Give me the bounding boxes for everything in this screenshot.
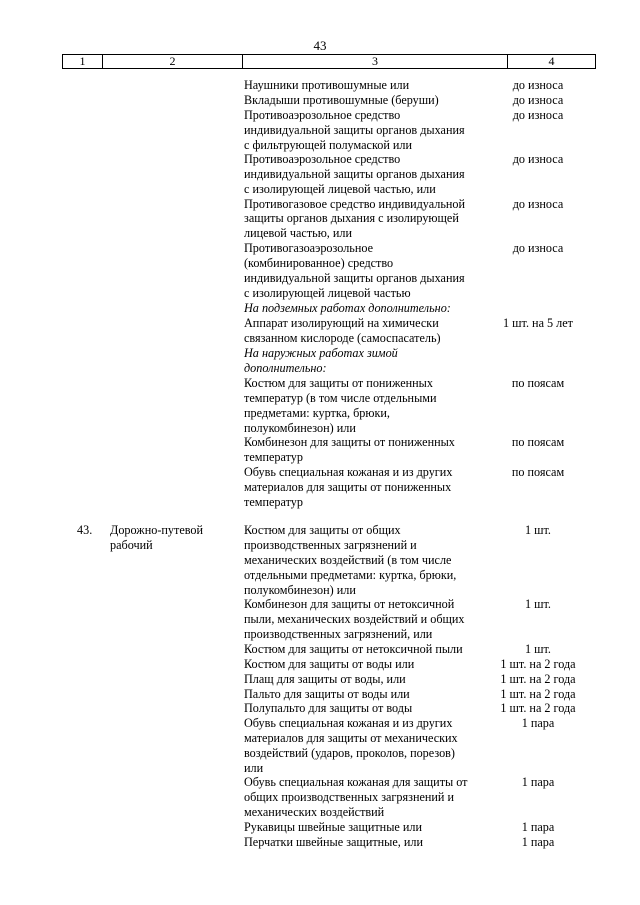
ppe-item-line: с изолирующей лицевой частью, или: [244, 182, 436, 196]
ppe-item-line: отдельными предметами: куртка, брюки,: [244, 568, 457, 582]
ppe-item-line: Перчатки швейные защитные, или: [244, 835, 424, 849]
issue-norm: 1 шт. на 2 года: [500, 657, 576, 671]
issue-norm: 1 пара: [521, 775, 555, 789]
ppe-item-line: индивидуальной защиты органов дыхания: [244, 167, 465, 181]
ppe-item-line: Костюм для защиты от пониженных: [244, 376, 433, 390]
ppe-item-line: Противогазовое средство индивидуальной: [244, 197, 466, 211]
ppe-item-line: механических воздействий: [244, 805, 385, 819]
ppe-item-line: лицевой частью, или: [244, 226, 353, 240]
issue-norm: 1 шт. на 2 года: [500, 701, 576, 715]
ppe-item-line: (комбинированное) средство: [244, 256, 394, 270]
ppe-item-line: полукомбинезон) или: [244, 583, 356, 597]
ppe-item-line: Костюм для защиты от воды или: [244, 657, 415, 671]
ppe-item-line: Обувь специальная кожаная и из других: [244, 465, 453, 479]
table-header-row: [62, 54, 596, 69]
header-col-2: 2: [103, 55, 243, 68]
issue-norm: по поясам: [511, 435, 565, 449]
ppe-item-line: связанном кислороде (самоспасатель): [244, 331, 441, 345]
issue-norm: 1 шт. на 2 года: [500, 687, 576, 701]
ppe-item-line: с фильтрующей полумаской или: [244, 138, 413, 152]
ppe-item-line: Полупальто для защиты от воды: [244, 701, 413, 715]
ppe-item-line: Противогазоаэрозольное: [244, 241, 374, 255]
ppe-item-line: Наушники противошумные или: [244, 78, 410, 92]
ppe-item-line: полукомбинезон) или: [244, 421, 356, 435]
ppe-item-line: общих производственных загрязнений и: [244, 790, 455, 804]
ppe-item-line: Обувь специальная кожаная и из других: [244, 716, 453, 730]
row-number: 43.: [77, 523, 93, 537]
ppe-item-line: Противоаэрозольное средство: [244, 152, 401, 166]
issue-norm: 1 пара: [521, 835, 555, 849]
issue-norm: 1 шт.: [525, 597, 551, 611]
issue-norm: по поясам: [511, 376, 565, 390]
issue-norm: по поясам: [511, 465, 565, 479]
page-number: 43: [313, 38, 327, 53]
ppe-item-line: защиты органов дыхания с изолирующей: [244, 211, 459, 225]
ppe-item-line: температур (в том числе отдельными: [244, 391, 437, 405]
ppe-item-line: Аппарат изолирующий на химически: [244, 316, 439, 330]
issue-norm: 1 пара: [521, 716, 555, 730]
ppe-item-line: с изолирующей лицевой частью: [244, 286, 411, 300]
header-col-1: 1: [63, 55, 103, 68]
issue-norm: до износа: [512, 241, 564, 255]
issue-norm: 1 шт. на 5 лет: [503, 316, 573, 330]
issue-norm: до износа: [512, 93, 564, 107]
profession-name: Дорожно-путевой: [110, 523, 204, 537]
ppe-item-line: На наружных работах зимой: [244, 346, 398, 360]
ppe-item-line: индивидуальной защиты органов дыхания: [244, 271, 465, 285]
issue-norm: до износа: [512, 152, 564, 166]
issue-norm: 1 шт.: [525, 642, 551, 656]
ppe-item-line: индивидуальной защиты органов дыхания: [244, 123, 465, 137]
profession-name: рабочий: [110, 538, 153, 552]
ppe-item-line: механических воздействий (в том числе: [244, 553, 452, 567]
ppe-item-line: или: [244, 761, 264, 775]
ppe-item-line: Плащ для защиты от воды, или: [244, 672, 406, 686]
ppe-item-line: предметами: куртка, брюки,: [244, 406, 390, 420]
ppe-item-line: производственных загрязнений, или: [244, 627, 433, 641]
ppe-item-line: дополнительно:: [244, 361, 327, 375]
ppe-item-line: материалов для защиты от механических: [244, 731, 458, 745]
ppe-item-line: пыли, механических воздействий и общих: [244, 612, 465, 626]
ppe-item-line: Вкладыши противошумные (беруши): [244, 93, 439, 107]
issue-norm: до износа: [512, 108, 564, 122]
header-col-3: 3: [243, 55, 508, 68]
ppe-item-line: Обувь специальная кожаная для защиты от: [244, 775, 468, 789]
ppe-item-line: Комбинезон для защиты от нетоксичной: [244, 597, 455, 611]
ppe-item-line: воздействий (ударов, проколов, порезов): [244, 746, 455, 760]
ppe-item-line: Пальто для защиты от воды или: [244, 687, 410, 701]
ppe-item-line: температур: [244, 450, 303, 464]
ppe-item-line: Рукавицы швейные защитные или: [244, 820, 422, 834]
issue-norm: 1 пара: [521, 820, 555, 834]
ppe-item-line: Костюм для защиты от общих: [244, 523, 401, 537]
issue-norm: до износа: [512, 78, 564, 92]
ppe-item-line: Противоаэрозольное средство: [244, 108, 401, 122]
ppe-item-line: материалов для защиты от пониженных: [244, 480, 452, 494]
header-col-4: 4: [548, 54, 555, 68]
issue-norm: 1 шт. на 2 года: [500, 672, 576, 686]
ppe-item-line: производственных загрязнений и: [244, 538, 417, 552]
ppe-item-line: На подземных работах дополнительно:: [244, 301, 451, 315]
ppe-item-line: Костюм для защиты от нетоксичной пыли: [244, 642, 463, 656]
ppe-item-line: температур: [244, 495, 303, 509]
issue-norm: 1 шт.: [525, 523, 551, 537]
issue-norm: до износа: [512, 197, 564, 211]
ppe-item-line: Комбинезон для защиты от пониженных: [244, 435, 455, 449]
